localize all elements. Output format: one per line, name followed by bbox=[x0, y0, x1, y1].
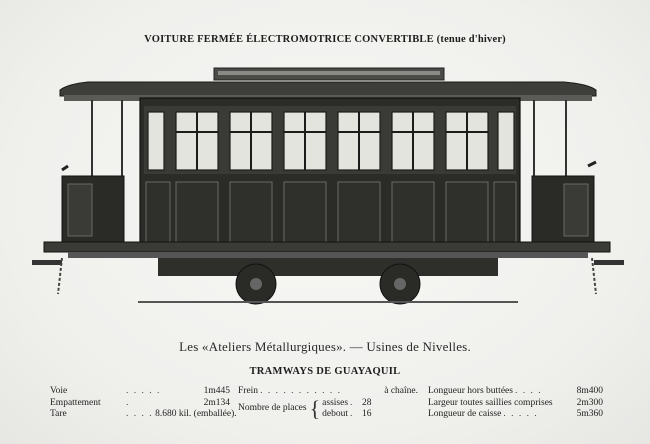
spec-row bbox=[428, 409, 603, 421]
spec-row bbox=[428, 386, 603, 398]
spec-value: 2m300 bbox=[576, 397, 603, 408]
page-title bbox=[0, 34, 650, 45]
maker-prefix: Les « bbox=[179, 339, 209, 354]
spec-label: Longueur de caisse bbox=[428, 409, 502, 419]
places-row bbox=[322, 409, 371, 421]
spec-label: Empattement bbox=[50, 397, 101, 408]
spec-dots bbox=[553, 398, 577, 410]
spec-row bbox=[428, 398, 603, 410]
spec-dots: . . . . . bbox=[503, 409, 539, 419]
spec-value: 8.680 kil. (emballée). bbox=[155, 409, 237, 419]
spec-value: à chaîne. bbox=[384, 386, 418, 396]
spec-label: Largeur toutes saillies comprises bbox=[428, 397, 553, 408]
places-sublabel: debout bbox=[322, 409, 349, 419]
tram-car-illustration bbox=[28, 62, 624, 308]
spec-label: Frein bbox=[238, 386, 259, 396]
places-value: 16 bbox=[362, 409, 372, 419]
spec-label: Longueur hors buttées bbox=[428, 386, 513, 396]
spec-value: 2m134 bbox=[203, 397, 230, 408]
spec-dots: . bbox=[350, 397, 354, 408]
spec-row-places bbox=[238, 398, 418, 421]
maker-suffix: ». — Usines de Nivelles. bbox=[336, 339, 471, 354]
spec-dots: . bbox=[350, 409, 354, 419]
spec-label: Tare bbox=[50, 409, 67, 419]
places-row bbox=[322, 398, 371, 410]
maker-name: Ateliers Métallurgiques bbox=[208, 339, 337, 354]
places-sublist bbox=[322, 398, 371, 421]
title-main: VOITURE FERMÉE ÉLECTROMOTRICE CONVERTIBLE bbox=[144, 34, 434, 45]
spec-row bbox=[50, 386, 230, 398]
spec-label: Voie bbox=[50, 386, 68, 396]
manufacturer-line bbox=[0, 339, 650, 355]
spec-dots: . . . . bbox=[514, 386, 543, 396]
places-value: 28 bbox=[362, 397, 372, 408]
spec-value: 8m400 bbox=[576, 386, 603, 396]
spec-dots: . . . . . . . . . . . bbox=[260, 386, 342, 396]
specs-column-1 bbox=[50, 386, 237, 421]
places-label: Nombre de places bbox=[238, 403, 307, 414]
specs-column-2 bbox=[238, 386, 418, 421]
spec-dots: . . . . . bbox=[126, 386, 161, 396]
spec-row bbox=[50, 409, 237, 421]
spec-dots: . . . . bbox=[126, 409, 154, 419]
spec-dots: . bbox=[126, 397, 130, 408]
brace-glyph: { bbox=[309, 396, 321, 421]
spec-row bbox=[50, 398, 230, 410]
places-sublabel: assises bbox=[322, 397, 349, 408]
spec-value: 1m445 bbox=[203, 386, 230, 396]
spec-value: 5m360 bbox=[576, 409, 603, 419]
company-name: TRAMWAYS DE GUAYAQUIL bbox=[249, 366, 401, 377]
spec-row-frein bbox=[238, 386, 418, 398]
specs-column-3 bbox=[428, 386, 603, 421]
title-subtitle: (tenue d'hiver) bbox=[436, 34, 506, 45]
